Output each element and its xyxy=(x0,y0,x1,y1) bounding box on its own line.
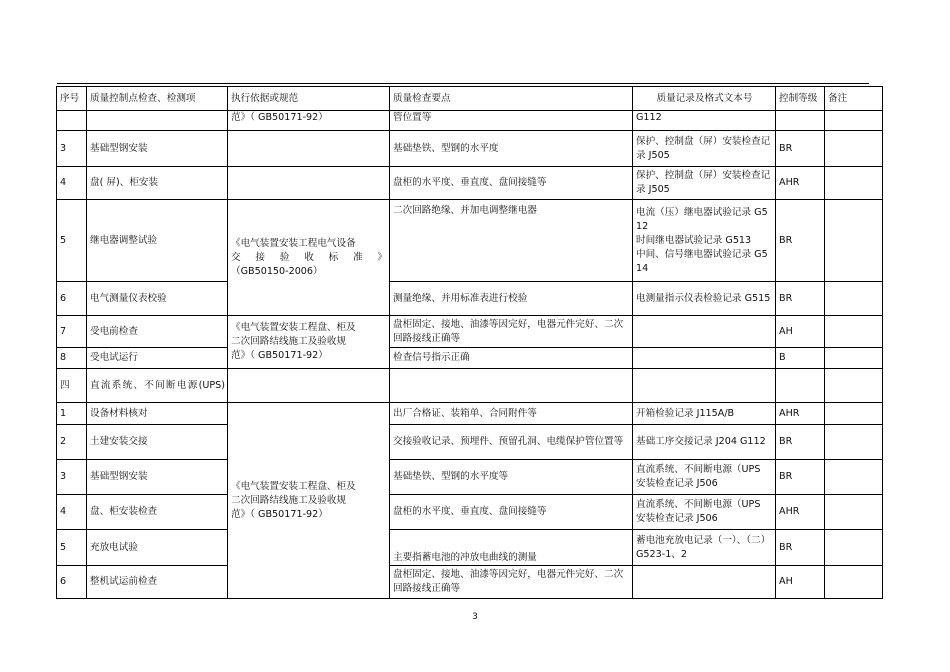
row-level: AHR xyxy=(776,495,825,530)
table-row xyxy=(57,167,883,200)
row-item: 土建安装交接 xyxy=(87,425,228,460)
row-basis: 范》（ GB50171-92） xyxy=(228,111,390,131)
row-record: 直流系统、不间断电源（UPS 安装检查记录 J506 xyxy=(633,460,776,495)
row-no: 6 xyxy=(57,566,87,599)
row-record: 电流（压）继电器试验记录 G512 时间继电器试验记录 G513 中间、信号继电器试验记录 G514 xyxy=(633,200,776,282)
basis-line: 范》（ GB50171-92） xyxy=(231,350,328,361)
row-points: 管位置等 xyxy=(390,111,633,131)
row-remark xyxy=(825,495,883,530)
row-remark xyxy=(825,425,883,460)
row-record: 基础工序交接记录 J204 G112 xyxy=(633,425,776,460)
basis-line: 《电气装置安装工程电气设备 xyxy=(231,237,356,249)
row-basis xyxy=(228,131,390,167)
row-item: 设备材料核对 xyxy=(87,403,228,425)
table-row xyxy=(57,425,883,460)
table-row xyxy=(57,530,883,566)
row-level: AHR xyxy=(776,403,825,425)
row-record: G112 xyxy=(633,111,776,131)
table-header-row xyxy=(57,87,883,111)
row-item: 充放电试验 xyxy=(87,530,228,566)
row-level xyxy=(776,369,825,403)
row-item: 电气测量仪表校验 xyxy=(87,282,228,316)
section-title: 直流系统、不间断电源(UPS) xyxy=(87,369,228,403)
row-basis xyxy=(228,167,390,200)
row-level: B xyxy=(776,348,825,369)
row-level: BR xyxy=(776,282,825,316)
row-points xyxy=(390,369,633,403)
basis-group-electrical-equipment xyxy=(228,200,390,316)
header-rule xyxy=(57,83,869,84)
row-item: 盘( 屏)、柜安装 xyxy=(87,167,228,200)
header-cell: 质量检查要点 xyxy=(390,87,633,111)
basis-group-dc-ups xyxy=(228,403,390,599)
row-record xyxy=(633,316,776,348)
row-record: 保护、控制盘（屏）安装检查记录 J505 xyxy=(633,167,776,200)
row-level: BR xyxy=(776,530,825,566)
table-row xyxy=(57,460,883,495)
row-points: 检查信号指示正确 xyxy=(390,348,633,369)
row-level: BR xyxy=(776,200,825,282)
row-points: 盘柜的水平度、垂直度、盘间接缝等 xyxy=(390,167,633,200)
row-item: 盘、柜安装检查 xyxy=(87,495,228,530)
row-record xyxy=(633,348,776,369)
header-cell: 备注 xyxy=(825,87,883,111)
row-points: 盘柜固定、接地、油漆等因完好，电器元件完好、二次回路接线正确等 xyxy=(390,316,633,348)
row-item xyxy=(87,111,228,131)
row-points: 盘柜的水平度、垂直度、盘间接缝等 xyxy=(390,495,633,530)
row-no: 6 xyxy=(57,282,87,316)
table-row xyxy=(57,403,883,425)
row-points: 二次回路绝缘、并加电调整继电器 xyxy=(390,200,633,282)
row-points: 基础垫铁、型钢的水平度 xyxy=(390,131,633,167)
row-points: 基础垫铁、型钢的水平度等 xyxy=(390,460,633,495)
row-basis xyxy=(228,369,390,403)
row-record: 开箱检验记录 J115A/B xyxy=(633,403,776,425)
row-remark xyxy=(825,369,883,403)
row-level: AH xyxy=(776,566,825,599)
row-no xyxy=(57,111,87,131)
row-level: BR xyxy=(776,425,825,460)
row-points: 测量绝缘、并用标准表进行校验 xyxy=(390,282,633,316)
table-row xyxy=(57,282,883,316)
row-points: 出厂合格证、装箱单、合同附件等 xyxy=(390,403,633,425)
row-level: BR xyxy=(776,460,825,495)
row-record: 蓄电池充放电记录（一）、（二） G523-1、2 xyxy=(633,530,776,566)
basis-line: （GB50150-2006） xyxy=(231,265,323,277)
row-item: 继电器调整试验 xyxy=(87,200,228,282)
section-row xyxy=(57,369,883,403)
row-points: 主要指蓄电池的冲放电曲线的测量 xyxy=(390,530,633,566)
table-row xyxy=(57,348,883,369)
row-item: 基础型钢安装 xyxy=(87,460,228,495)
table-row xyxy=(57,495,883,530)
row-no: 8 xyxy=(57,348,87,369)
table-row xyxy=(57,111,883,131)
row-no: 3 xyxy=(57,131,87,167)
row-remark xyxy=(825,282,883,316)
basis-line: 范》（ GB50171-92） xyxy=(231,508,328,520)
table-row xyxy=(57,566,883,599)
header-cell: 执行依据或规范 xyxy=(228,87,390,111)
row-remark xyxy=(825,131,883,167)
row-remark xyxy=(825,566,883,599)
row-no: 4 xyxy=(57,167,87,200)
row-no: 3 xyxy=(57,460,87,495)
quality-control-table xyxy=(56,86,883,599)
row-level xyxy=(776,111,825,131)
row-no: 4 xyxy=(57,495,87,530)
row-level: BR xyxy=(776,131,825,167)
header-cell: 质量控制点检查、检测项 xyxy=(87,87,228,111)
row-record: 直流系统、不间断电源（UPS 安装检查记录 J506 xyxy=(633,495,776,530)
basis-group-panel-cabinet xyxy=(228,316,390,369)
section-no: 四 xyxy=(57,369,87,403)
basis-line: 《电气装置安装工程盘、柜及 xyxy=(231,480,356,492)
row-level: AHR xyxy=(776,167,825,200)
table-row xyxy=(57,131,883,167)
row-remark xyxy=(825,167,883,200)
row-record: 电测量指示仪表检验记录 G515 xyxy=(633,282,776,316)
row-no: 1 xyxy=(57,403,87,425)
row-no: 7 xyxy=(57,316,87,348)
row-no: 5 xyxy=(57,200,87,282)
basis-line: 二次回路结线施工及验收规 xyxy=(231,336,347,347)
row-item: 整机试运前检查 xyxy=(87,566,228,599)
row-remark xyxy=(825,530,883,566)
row-remark xyxy=(825,460,883,495)
table-row xyxy=(57,200,883,282)
row-remark xyxy=(825,200,883,282)
row-remark xyxy=(825,111,883,131)
row-item: 受电前检查 xyxy=(87,316,228,348)
page-number: 3 xyxy=(472,612,478,622)
header-cell: 质量记录及格式文本号 xyxy=(633,87,776,111)
row-no: 5 xyxy=(57,530,87,566)
row-remark xyxy=(825,403,883,425)
basis-line: 《电气装置安装工程盘、柜及 xyxy=(231,322,356,333)
row-no: 2 xyxy=(57,425,87,460)
basis-line: 二次回路结线施工及验收规 xyxy=(231,494,347,506)
row-record xyxy=(633,566,776,599)
row-points: 盘柜固定、接地、油漆等因完好，电器元件完好、二次回路接线正确等 xyxy=(390,566,633,599)
row-level: AH xyxy=(776,316,825,348)
row-item: 受电试运行 xyxy=(87,348,228,369)
header-cell: 序号 xyxy=(57,87,87,111)
header-cell: 控制等级 xyxy=(776,87,825,111)
table-row xyxy=(57,316,883,348)
row-remark xyxy=(825,348,883,369)
basis-line: 交 接 验 收 标 准 》 xyxy=(231,251,387,263)
row-item: 基础型钢安装 xyxy=(87,131,228,167)
row-record: 保护、控制盘（屏）安装检查记录 J505 xyxy=(633,131,776,167)
row-points: 交接验收记录、预埋件、预留孔洞、电缆保护管位置等 xyxy=(390,425,633,460)
row-remark xyxy=(825,316,883,348)
row-record xyxy=(633,369,776,403)
